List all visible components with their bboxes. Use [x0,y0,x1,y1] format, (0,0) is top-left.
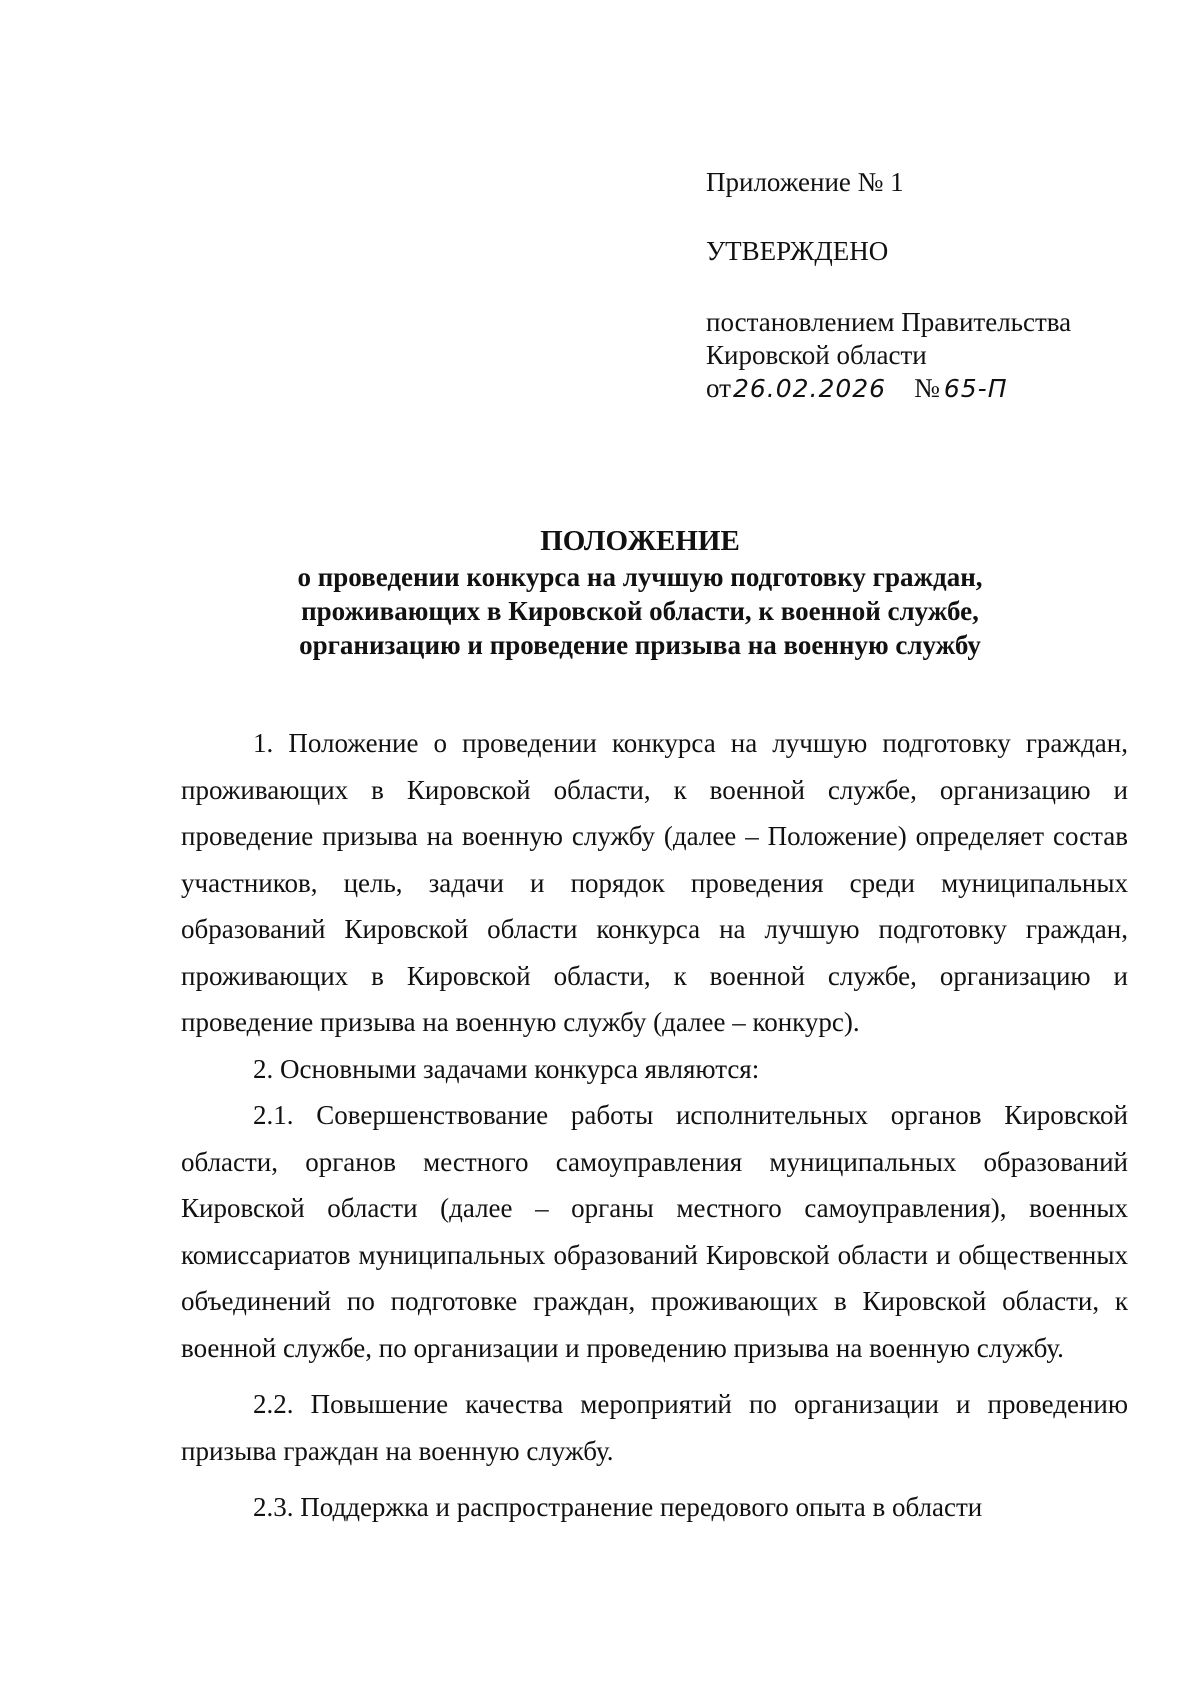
approval-block [706,166,1146,405]
document-title: ПОЛОЖЕНИЕ [540,525,740,557]
subtitle-line-2: проживающих в Кировской области, к военной службе, [301,596,979,626]
paragraph-1: 1. Положение о проведении конкурса на лучшую подготовку граждан, проживающих в Кировской области, к военной службе, организацию и проведение призыва на военную службу (далее – Положение) определяет состав участников, цель, задачи и порядок проведения среди муниципальных образований Кировской области конкурса на лучшую подготовку граждан, проживающих в Кировской области, к военной службе, организацию и проведение призыва на военную службу (далее – конкурс). [181,728,1128,1037]
paragraph-2-2: 2.2. Повышение качества мероприятий по организации и проведению призыва граждан на военную службу. [181,1389,1128,1466]
decree-line-1: постановлением Правительства [706,307,1072,337]
handwritten-date: 26.02.2026 [732,374,887,403]
paragraph-2-3: 2.3. Поддержка и распространение передового опыта в области [253,1492,983,1522]
date-prefix: от [706,373,731,403]
document-body [181,720,1128,1531]
paragraph-2-1: 2.1. Совершенствование работы исполнительных органов Кировской области, органов местного самоуправления муниципальных образований Кировской области (далее – органы местного самоуправления), военных комиссариатов муниципальных образований Кировской области и общественных объединений по подготовке граждан, проживающих в Кировской области, к военной службе, по организации и проведению призыва на военную службу. [181,1100,1128,1363]
number-prefix: № [914,373,940,403]
decree-line-2: Кировской области [706,340,927,370]
approved-stamp-text: УТВЕРЖДЕНО [706,236,889,266]
handwritten-number: 65-П [943,374,1008,403]
subtitle-line-1: о проведении конкурса на лучшую подготовку граждан, [297,562,983,592]
paragraph-2: 2. Основными задачами конкурса являются: [253,1053,760,1084]
appendix-label: Приложение № 1 [706,167,904,197]
subtitle-line-3: организацию и проведение призыва на военную службу [299,630,981,660]
document-title-block [160,524,1120,662]
decree-date-line [706,372,1146,405]
